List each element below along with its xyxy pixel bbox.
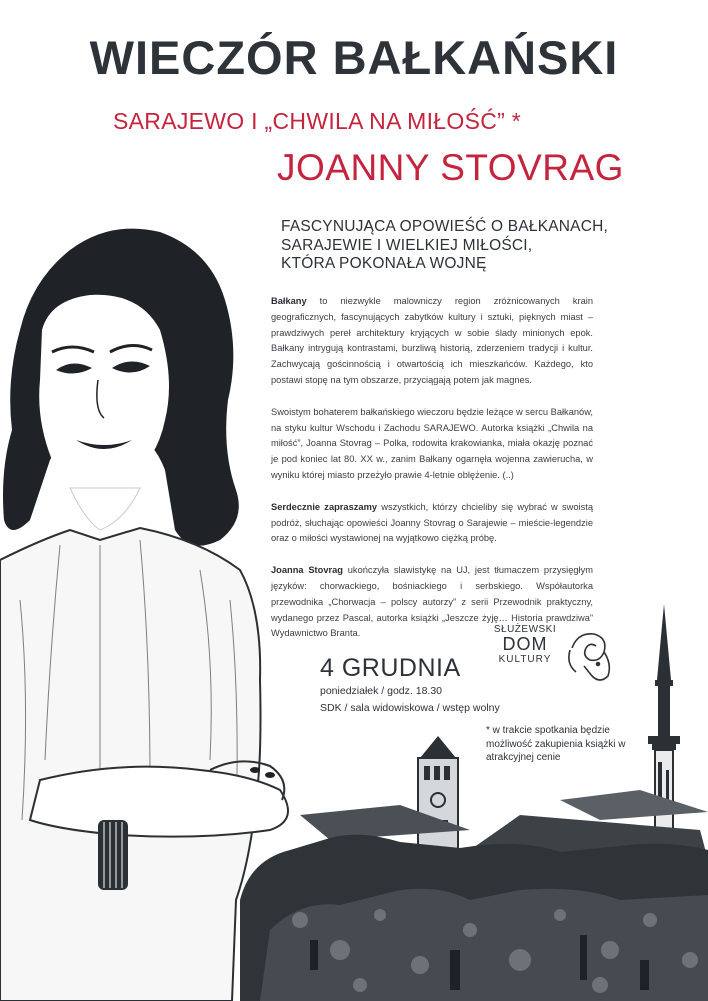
paragraph-lead-word: Joanna Stovrag <box>271 565 343 576</box>
logo-line: KULTURY <box>498 654 552 665</box>
paragraph-text: Swoistym bohaterem bałkańskiego wieczoru będzie leżące w sercu Bałkanów, na styku kultur Wschodu i Zachodu SARAJEWO. Autorka książki „Chwila na miłość”, Joanna Stovrag – Polka, rodowita krakowianka, miała okazję poznać je pod koniec lat 80. XX w., zanim Bałkany ogarnęła wojenna zawierucha, w wyniku której miasto przeżyło prawie 4-letnie oblężenie. (..) <box>271 406 593 480</box>
paragraph-text: wszystkich, którzy chcieliby się wybrać w swoistą podróż, słuchając opowieści Joanny Stovrag o Sarajewie – mieście-legendzie oraz o miłości wystawionej na wyjątkowo ciężką próbę. <box>271 501 593 544</box>
lead-line: KTÓRA POKONAŁA WOJNĘ <box>281 255 487 272</box>
event-venue: SDK / sala widowiskowa / wstęp wolny <box>320 702 500 714</box>
sdk-logo <box>484 624 566 665</box>
event-day-time: poniedziałek / godz. 18.30 <box>320 685 443 697</box>
book-sale-note: * w trakcie spotkania będzie możliwość zakupienia książki w atrakcyjnej cenie <box>486 725 626 763</box>
logo-line: SŁUŻEWSKI <box>493 624 557 635</box>
lead-line: SARAJEWIE I WIELKIEJ MIŁOŚCI, <box>281 236 533 254</box>
paragraph-text: ukończyła slawistykę na UJ, jest tłumaczem przysięgłym języków: chorwackiego, bośniackiego i serbskiego. Współautorka przewodnika „Chorwacja – polscy autorzy” z serii Przewodnik praktyczny, wydanego przez Pascal, autorka książki „Jeszcze żyję… Historia prawdziwa” Wydawnictwo Branta. <box>271 565 594 639</box>
lead-text <box>281 218 611 274</box>
clock-tower-illustration <box>418 736 458 858</box>
paragraph-sarajevo <box>271 405 593 484</box>
paragraph-text: to niezwykle malowniczy region zróżnicowanych krain geograficznych, fascynujących zabytków kultury i sztuki, pięknych miast – prawdziwych pereł architektury kryjących w sobie ślady minionych epok. Bałkany intrygują kontrastami, burzliwą historią, zderzeniem tradycji i kultur. Zachwycają gościnnością i otwartością ich mieszkańców. Każdego, kto postawi stopę na tym obszarze, przyciągają potem jak magnes. <box>271 296 593 385</box>
paragraph-lead-word: Bałkany <box>271 296 307 306</box>
bracelet-illustration <box>98 820 128 890</box>
body-text <box>271 294 593 658</box>
poster-title: WIECZÓR BAŁKAŃSKI <box>89 31 619 84</box>
author-name: JOANNY STOVRAG <box>277 147 624 188</box>
paragraph-invitation <box>271 500 593 547</box>
lead-line: FASCYNUJĄCA OPOWIEŚĆ O BAŁKANACH, <box>281 218 609 235</box>
paragraph-lead-word: Serdecznie zapraszamy <box>271 501 378 512</box>
poster-subtitle: SARAJEWO I „CHWILA NA MIŁOŚĆ” * <box>113 108 522 134</box>
sarajevo-skyline-illustration <box>240 604 708 1001</box>
logo-line: DOM <box>502 634 548 654</box>
event-date: 4 GRUDNIA <box>320 654 461 682</box>
paragraph-balkans <box>271 294 593 389</box>
portrait-illustration <box>0 229 288 1001</box>
